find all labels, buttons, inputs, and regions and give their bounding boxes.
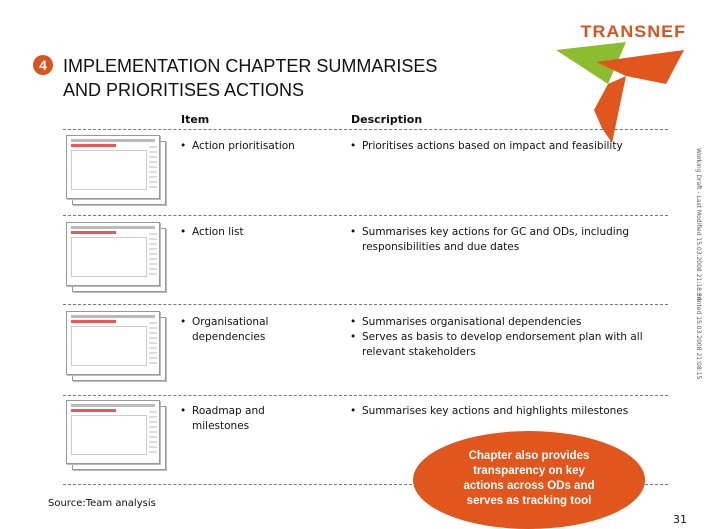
item-label: Organisational dependencies <box>192 316 269 343</box>
column-header-description: Description <box>351 113 423 126</box>
source-note: Source:Team analysis <box>48 498 156 509</box>
description-text: Summarises organisational dependencies <box>362 316 582 328</box>
description-cell: • Prioritises actions based on impact and feasibility <box>350 140 623 152</box>
page-number: 31 <box>673 513 687 526</box>
column-header-item: Item <box>181 113 210 126</box>
description-text: Serves as basis to develop endorsement plan with all relevant stakeholders <box>362 331 643 358</box>
item-label: Action list <box>192 226 244 238</box>
item-cell: • Organisational dependencies <box>180 315 300 345</box>
thumbnail-action-prioritisation <box>66 135 166 205</box>
title-line-1: IMPLEMENTATION CHAPTER SUMMARISES <box>63 56 438 76</box>
callout-text: Chapter also provides transparency on key actions across ODs and serves as tracking tool <box>463 450 595 507</box>
side-note-printed: Printed 15.03.2008 21:08:15 <box>695 293 702 380</box>
title-line-2: AND PRIORITISES ACTIONS <box>63 80 305 100</box>
thumbnail-roadmap-and-milestones <box>66 400 166 470</box>
side-note-working-draft: Working Draft - Last Modified 15.03.2008 21:18:14 <box>695 148 702 301</box>
chapter-number-badge: 4 <box>33 55 53 75</box>
description-cell: • Summarises key actions for GC and ODs, including responsibilities and due dates <box>350 225 680 255</box>
description-cell: • Summarises organisational dependencies • Serves as basis to develop endorsement plan with all relevant stakeholders <box>350 315 680 360</box>
item-label: Roadmap and milestones <box>192 405 265 432</box>
page-title <box>63 54 543 102</box>
description-text: Summarises key actions for GC and ODs, including responsibilities and due dates <box>362 226 630 253</box>
thumbnail-action-list <box>66 222 166 292</box>
item-cell: • Action prioritisation <box>180 140 295 152</box>
description-text: Summarises key actions and highlights milestones <box>362 405 629 417</box>
row-divider <box>63 304 668 305</box>
item-label: Action prioritisation <box>192 140 295 152</box>
description-cell: • Summarises key actions and highlights milestones <box>350 405 629 417</box>
row-divider <box>63 395 668 396</box>
row-divider <box>63 215 668 216</box>
item-cell: • Roadmap and milestones <box>180 404 290 434</box>
row-divider <box>63 129 668 130</box>
item-cell: • Action list <box>180 226 244 238</box>
thumbnail-organisational-dependencies <box>66 311 166 381</box>
logo-wordmark: TRANSNEF <box>580 22 687 41</box>
callout-ellipse <box>413 431 645 529</box>
description-text: Prioritises actions based on impact and feasibility <box>362 140 623 152</box>
